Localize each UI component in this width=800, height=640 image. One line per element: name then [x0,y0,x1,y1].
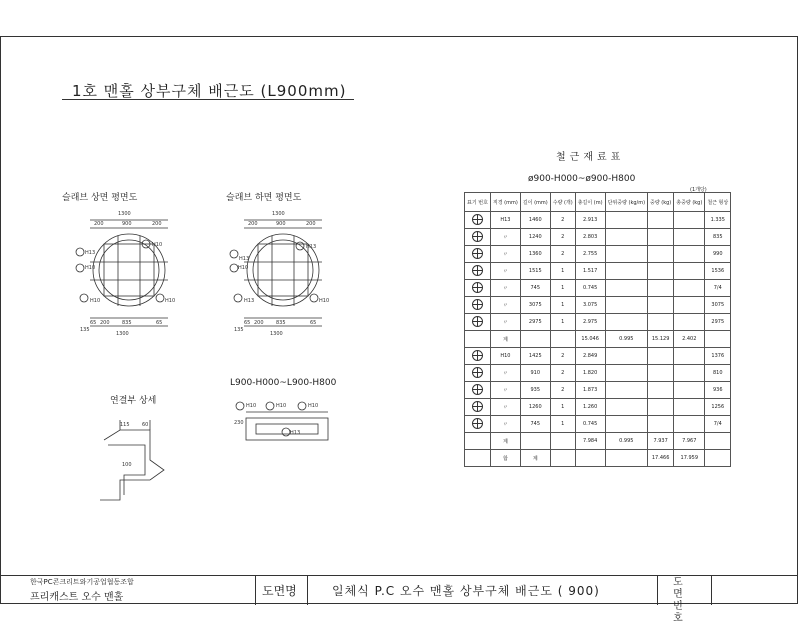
table-cell-text: 〃 [502,404,508,411]
bottom-plan-label: 슬래브 하면 평면도 [226,193,302,203]
top-plan-dim-200b: 200 [152,221,162,227]
table-cell-text: 합 [502,455,508,462]
bottom-plan-dim-835: 835 [276,320,286,326]
table-cell-len [520,433,550,450]
bar-mark-icon [472,418,483,429]
table-cell-totw [674,416,705,433]
drawing-number-label: 도 면 번 호 [673,577,693,624]
table-cell-shape [705,348,731,365]
top-plan-bar-h13: H13 [85,250,96,256]
table-cell-text: 745 [530,285,541,291]
bottom-plan-dim-200a: 200 [248,221,258,227]
top-plan-dim-135: 135 [80,327,90,333]
rebar-material-table [464,192,731,467]
table-cell-unitw [605,314,647,331]
table-cell-text: 1 [561,421,565,427]
table-cell-dia [490,314,520,331]
table-cell-dia [490,212,520,229]
table-cell-unitw [605,212,647,229]
table-row [465,212,731,229]
table-cell-totw [674,433,705,450]
bar-mark-cell [465,229,491,246]
table-title: 철근재료표 [556,152,625,163]
table-cell-qty [550,382,575,399]
table-cell-text: 1 [561,268,565,274]
table-cell-text: 1 [561,319,565,325]
table-cell-qty [550,450,575,467]
table-cell-unitw [605,365,647,382]
section-dim-230: 230 [234,420,244,426]
bar-mark-icon [472,265,483,276]
table-cell-unitw [605,229,647,246]
table-cell-text: 2975 [528,319,542,325]
table-cell-qty [550,331,575,348]
top-plan-dim-200a: 200 [94,221,104,227]
table-header-cell: 총길이 (m) [575,193,605,212]
bottom-plan-bar-h13a: H13 [306,244,317,250]
bar-mark-icon [472,231,483,242]
table-cell-len [520,416,550,433]
table-cell-wt [648,246,674,263]
table-cell-totw [674,450,705,467]
bar-mark-cell [465,263,491,280]
table-cell-wt [648,263,674,280]
table-row [465,365,731,382]
table-cell-dia [490,331,520,348]
table-cell-dia [490,246,520,263]
table-cell-total [575,450,605,467]
table-cell-text: 15.129 [651,336,670,342]
table-cell-total [575,331,605,348]
table-cell-wt [648,280,674,297]
table-cell-qty [550,263,575,280]
table-cell-len [520,382,550,399]
table-cell-text: 15.046 [581,336,599,342]
table-cell-unitw [605,348,647,365]
top-plan-bar-h10b: H10 [85,265,96,271]
table-cell-text: 2975 [711,319,725,325]
top-plan-bar-h10c: H10 [90,298,101,304]
table-cell-qty [550,314,575,331]
table-cell-text: H13 [500,217,511,223]
table-cell-text: 1 [561,404,565,410]
table-header-cell: 중량 (kg) [648,193,674,212]
table-cell-totw [674,365,705,382]
table-cell-text: 2.402 [682,336,697,342]
table-row [465,399,731,416]
table-cell-dia [490,348,520,365]
table-cell-text: 7/4 [713,285,722,291]
table-cell-text: 1256 [711,404,725,410]
table-cell-wt [648,416,674,433]
table-cell-text: 〃 [502,234,508,241]
table-cell-text: 1.335 [710,217,725,223]
table-cell-text: 1536 [711,268,725,274]
table-cell-total [575,365,605,382]
table-cell-text: 1.820 [582,370,598,376]
section-bar-h10b: H10 [276,403,287,409]
table-cell-qty [550,365,575,382]
table-cell-unitw [605,246,647,263]
table-cell-total [575,280,605,297]
table-cell-total [575,263,605,280]
bar-mark-icon [472,367,483,378]
table-cell-wt [648,433,674,450]
table-header-cell: 철근 형상 [705,193,731,212]
bar-mark-icon [472,248,483,259]
table-cell-shape [705,365,731,382]
table-cell-text: 2 [561,234,565,240]
table-cell-len [520,399,550,416]
table-cell-unitw [605,297,647,314]
table-cell-totw [674,382,705,399]
table-cell-text: 936 [713,387,723,393]
table-cell-totw [674,263,705,280]
table-cell-text: 0.995 [619,438,634,444]
table-cell-dia [490,450,520,467]
table-cell-text: 1240 [528,234,542,240]
table-cell-unitw [605,433,647,450]
table-cell-len [520,297,550,314]
table-cell-totw [674,280,705,297]
bar-mark-icon [472,282,483,293]
table-cell-unitw [605,331,647,348]
table-cell-len [520,212,550,229]
table-cell-text: H10 [500,353,511,359]
table-cell-text: 0.995 [619,336,634,342]
table-cell-len [520,246,550,263]
table-cell-dia [490,229,520,246]
table-cell-dia [490,365,520,382]
bottom-plan-dim-135: 135 [234,327,244,333]
table-cell-dia [490,433,520,450]
bar-mark-cell [465,314,491,331]
table-cell-text: 계 [532,455,538,462]
table-cell-text: 1260 [528,404,542,410]
table-cell-text: 0.745 [582,285,598,291]
table-cell-total [575,416,605,433]
table-cell-text: 〃 [502,387,508,394]
table-cell-text: 〃 [502,285,508,292]
table-cell-text: 〃 [502,302,508,309]
table-cell-wt [648,348,674,365]
table-cell-total [575,399,605,416]
table-cell-text: 1376 [711,353,725,359]
table-row [465,280,731,297]
table-cell-text: 935 [530,387,541,393]
table-cell-text: 2 [561,251,565,257]
table-cell-text: 2 [561,353,565,359]
table-cell-dia [490,382,520,399]
drawing-name-label: 도면명 [262,584,297,598]
table-cell-text: 1 [561,302,565,308]
table-row [465,331,731,348]
table-cell-text: 계 [502,336,508,343]
table-cell-wt [648,399,674,416]
table-header-cell: 길이 (mm) [520,193,550,212]
table-cell-text: 3075 [711,302,725,308]
table-cell-totw [674,348,705,365]
table-cell-text: 2.913 [582,217,598,223]
top-plan-label: 슬래브 상면 평면도 [62,193,138,203]
bar-mark-cell [465,416,491,433]
table-cell-shape [705,212,731,229]
table-cell-text: 2.849 [582,353,598,359]
table-cell-text: 0.745 [582,421,598,427]
top-plan-dim-65b: 65 [156,320,163,326]
table-cell-qty [550,212,575,229]
table-cell-total [575,229,605,246]
table-cell-text: 1.873 [582,387,598,393]
table-cell-len [520,229,550,246]
table-cell-text: 1.517 [582,268,598,274]
table-cell-totw [674,229,705,246]
table-cell-shape [705,314,731,331]
table-cell-shape [705,229,731,246]
table-cell-dia [490,263,520,280]
joint-dim-100: 100 [122,462,132,468]
top-plan-bar-h10d: H10 [165,298,176,304]
table-cell-qty [550,399,575,416]
table-cell-text: 〃 [502,319,508,326]
table-cell-text: 2.803 [582,234,598,240]
table-cell-shape [705,433,731,450]
bar-mark-icon [472,214,483,225]
table-cell-dia [490,297,520,314]
table-cell-totw [674,399,705,416]
table-cell-len [520,331,550,348]
table-cell-dia [490,416,520,433]
bar-mark-cell [465,348,491,365]
section-bar-h13: H13 [290,430,301,436]
table-cell-totw [674,331,705,348]
bar-mark-cell [465,246,491,263]
table-subtitle: ø900-H000~ø900-H800 [528,174,636,184]
table-cell-unitw [605,450,647,467]
table-cell-text: 1515 [528,268,542,274]
section-label: L900-H000~L900-H800 [230,378,337,388]
bottom-plan-dim-900: 900 [276,221,286,227]
table-row [465,246,731,263]
table-cell-qty [550,246,575,263]
table-cell-wt [648,365,674,382]
joint-dim-115: 115 [120,422,130,428]
table-cell-wt [648,382,674,399]
table-cell-total [575,297,605,314]
table-cell-unitw [605,399,647,416]
table-header-cell: 직경 (mm) [490,193,520,212]
table-cell-len [520,348,550,365]
table-cell-text: 810 [713,370,723,376]
top-plan-dim-1300b: 1300 [116,331,129,337]
top-plan-dim-65a: 65 [90,320,97,326]
table-cell-text: 7.984 [582,438,598,444]
table-cell-qty [550,280,575,297]
table-cell-unitw [605,416,647,433]
bar-mark-cell [465,280,491,297]
table-row [465,382,731,399]
bar-mark-cell [465,399,491,416]
top-plan-dim-900: 900 [122,221,132,227]
table-cell-text: 745 [530,421,541,427]
table-row [465,314,731,331]
table-cell-text: 17.466 [651,455,670,461]
bar-mark-cell [465,212,491,229]
top-plan-bar-h10a: H10 [152,242,163,248]
table-cell-text: 910 [530,370,541,376]
table-cell-shape [705,297,731,314]
table-cell-wt [648,297,674,314]
bottom-plan-bar-h13c: H13 [244,298,255,304]
table-row [465,433,731,450]
table-cell-qty [550,297,575,314]
joint-dim-60: 60 [142,422,149,428]
table-cell-total [575,212,605,229]
table-cell-len [520,314,550,331]
table-cell-shape [705,399,731,416]
table-cell-text: 1 [561,285,565,291]
table-cell-total [575,382,605,399]
bar-mark-cell [465,433,491,450]
table-cell-total [575,314,605,331]
bar-mark-cell [465,297,491,314]
table-cell-text: 〃 [502,268,508,275]
table-cell-wt [648,212,674,229]
table-cell-totw [674,297,705,314]
table-cell-text: 7/4 [713,421,722,427]
bottom-plan-dim-200c: 200 [254,320,264,326]
bar-mark-cell [465,331,491,348]
table-cell-dia [490,399,520,416]
bar-mark-cell [465,450,491,467]
table-row [465,229,731,246]
bottom-plan-dim-1300b: 1300 [270,331,283,337]
table-cell-text: 990 [713,251,723,257]
table-header-cell: 총중량 (kg) [674,193,705,212]
bar-mark-icon [472,350,483,361]
drawing-title: 1호 맨홀 상부구체 배근도 (L900mm) [72,82,347,100]
section-bar-h10a: H10 [246,403,257,409]
top-plan-dim-200c: 200 [100,320,110,326]
table-header-cell: 표기 번호 [465,193,491,212]
table-cell-len [520,263,550,280]
bottom-plan-dim-1300: 1300 [272,211,285,217]
table-cell-text: 2.755 [582,251,598,257]
table-cell-text: 17.959 [680,455,699,461]
bar-mark-icon [472,299,483,310]
table-cell-text: 2.975 [582,319,598,325]
table-cell-shape [705,416,731,433]
table-row [465,263,731,280]
table-cell-total [575,348,605,365]
table-cell-wt [648,314,674,331]
table-cell-wt [648,450,674,467]
table-cell-shape [705,331,731,348]
table-cell-text: 2 [561,217,565,223]
table-cell-text: 3075 [528,302,542,308]
table-cell-shape [705,246,731,263]
table-cell-totw [674,212,705,229]
table-cell-text: 835 [713,234,723,240]
bar-mark-icon [472,401,483,412]
table-header-row [465,193,731,212]
organization: 한국PC콘크리트와기공업협동조합 [30,578,134,586]
table-cell-shape [705,280,731,297]
table-cell-unitw [605,382,647,399]
table-row [465,348,731,365]
table-cell-text: 1.260 [582,404,598,410]
bottom-plan-dim-200b: 200 [306,221,316,227]
section-bar-h10c: H10 [308,403,319,409]
table-cell-shape [705,382,731,399]
table-cell-wt [648,331,674,348]
joint-detail-label: 연결부 상세 [110,396,157,406]
table-cell-text: 1360 [528,251,542,257]
table-cell-unitw [605,263,647,280]
bar-mark-icon [472,384,483,395]
table-cell-text: 〃 [502,421,508,428]
bottom-plan-dim-65a: 65 [244,320,251,326]
table-cell-qty [550,416,575,433]
table-header-cell: 수량 (개) [550,193,575,212]
product-name: 프리캐스트 오수 맨홀 [30,592,124,603]
table-cell-text: 1425 [528,353,542,359]
table-cell-text: 〃 [502,251,508,258]
table-cell-shape [705,263,731,280]
table-cell-totw [674,246,705,263]
table-cell-qty [550,433,575,450]
table-cell-qty [550,348,575,365]
table-cell-len [520,450,550,467]
bar-mark-cell [465,382,491,399]
table-cell-wt [648,229,674,246]
table-cell-text: 7.937 [653,438,668,444]
table-cell-text: 계 [502,438,508,445]
table-cell-text: 3.075 [582,302,598,308]
table-cell-len [520,365,550,382]
table-row [465,450,731,467]
table-cell-total [575,433,605,450]
table-cell-unitw [605,280,647,297]
table-cell-totw [674,314,705,331]
bottom-plan-dim-65b: 65 [310,320,317,326]
top-plan-dim-1300: 1300 [118,211,131,217]
bottom-plan-bar-h10b: H10 [238,265,249,271]
top-plan-dim-835: 835 [122,320,132,326]
drawing-name: 일체식 P.C 오수 맨홀 상부구체 배근도 ( 900) [332,584,600,598]
table-cell-total [575,246,605,263]
bottom-plan-bar-h13b: H13 [239,256,250,262]
table-cell-text: 1460 [528,217,542,223]
table-cell-text: 2 [561,387,565,393]
table-unit: (1개당) [690,187,707,193]
table-cell-dia [490,280,520,297]
table-row [465,297,731,314]
table-cell-text: 〃 [502,370,508,377]
table-row [465,416,731,433]
bottom-plan-bar-h10: H10 [319,298,330,304]
table-cell-text: 2 [561,370,565,376]
table-cell-qty [550,229,575,246]
table-header-cell: 단위중량 (kg/m) [605,193,647,212]
bar-mark-icon [472,316,483,327]
table-cell-len [520,280,550,297]
table-cell-shape [705,450,731,467]
table-cell-text: 7.967 [682,438,697,444]
bar-mark-cell [465,365,491,382]
